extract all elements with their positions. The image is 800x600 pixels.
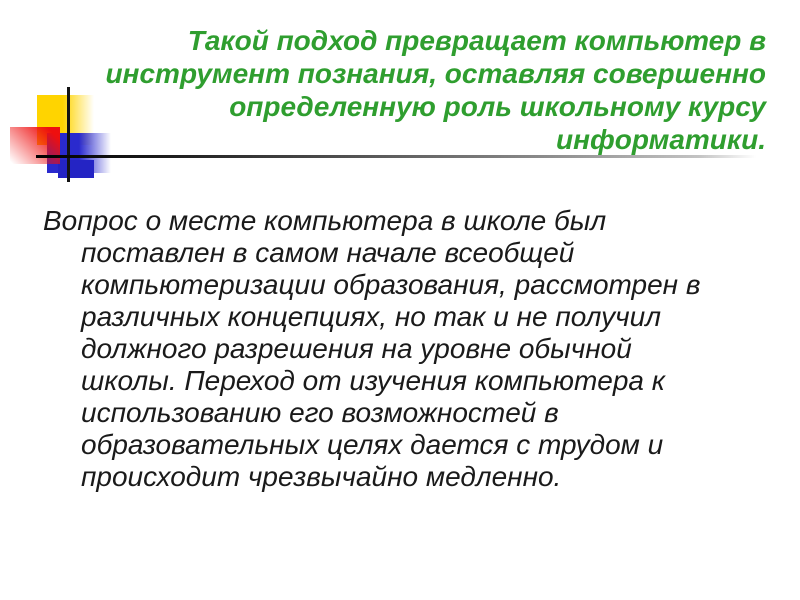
deco-blue-square-step [58, 160, 94, 178]
body-line: поставлен в самом начале всеобщей [81, 237, 575, 268]
body-line: образовательных целях дается с трудом и [81, 429, 664, 460]
body-line: школы. Переход от изучения компьютера к [81, 365, 665, 396]
body-line: Вопрос о месте компьютера в школе был [43, 205, 607, 236]
body-line: должного разрешения на уровне обычной [81, 333, 632, 364]
title-line: Такой подход превращает компьютер в [187, 25, 766, 56]
title-line: информатики. [556, 124, 766, 155]
deco-red-square [10, 127, 60, 164]
title-line: определенную роль школьному курсу [229, 91, 766, 122]
body-line: происходит чрезвычайно медленно. [81, 461, 562, 492]
slide-title [105, 24, 766, 156]
body-line: компьютеризации образования, рассмотрен в [81, 269, 701, 300]
deco-vertical-rule [67, 87, 70, 182]
body-line: различных концепциях, но так и не получил [81, 301, 662, 332]
body-line: использованию его возможностей в [81, 397, 559, 428]
slide-body-paragraph [43, 205, 701, 493]
title-line: инструмент познания, оставляя совершенно [105, 58, 766, 89]
